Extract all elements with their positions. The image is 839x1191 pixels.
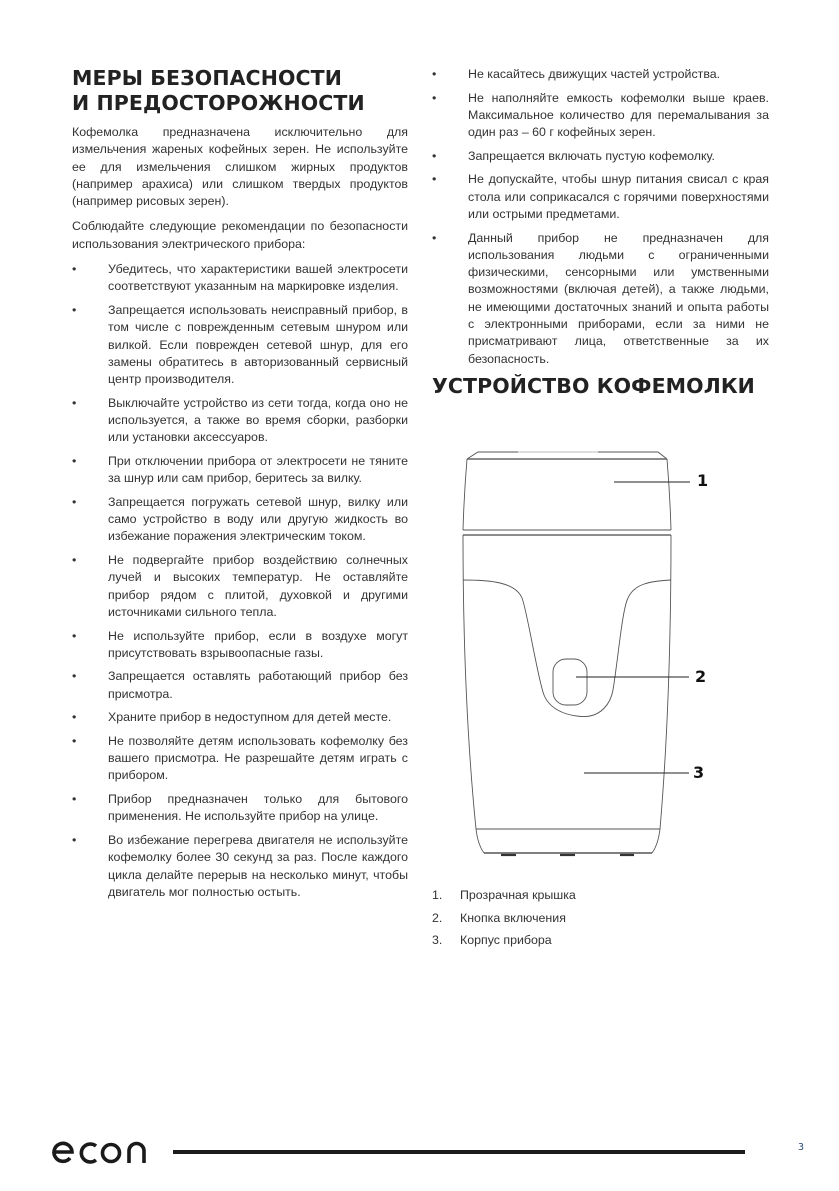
parts-list — [432, 884, 732, 952]
bullet-icon: • — [432, 172, 437, 187]
list-item: • Не используйте прибор, если в воздухе могут присутствовать взрывоопасные газы. — [72, 628, 408, 660]
bullet-icon: • — [432, 67, 437, 81]
part-item: 1. Прозрачная крышка — [432, 888, 576, 902]
bullet-icon: • — [72, 669, 77, 684]
list-item: • Не допускайте, чтобы шнур питания свисал с края стола или соприкасался с горячими поверхностями или острыми предметами. — [432, 172, 769, 221]
bullet-icon: • — [432, 230, 437, 245]
callout-1: 1 — [697, 471, 709, 490]
page-number: 3 — [798, 1142, 805, 1153]
coffee-grinder-drawing-icon — [440, 440, 730, 870]
safety-bullet-list — [72, 261, 408, 901]
intro-paragraph: Кофемолка предназначена исключительно для измельчения жареных кофейных зерен. Не используйте ее для измельчения слишком жирных продуктов (например арахиса) или слишком твердых продуктов (например рисовых зерен). — [72, 125, 408, 209]
list-item: • Запрещается оставлять работающий прибор без присмотра. — [72, 669, 408, 701]
right-column — [432, 66, 769, 407]
bullet-icon: • — [432, 90, 437, 105]
part-item: 2. Кнопка включения — [432, 910, 566, 925]
part-item: 3. Корпус прибора — [432, 933, 552, 947]
bullet-icon: • — [72, 710, 77, 725]
list-item: • Прибор предназначен только для бытового применения. Не используйте прибор на улице. — [72, 792, 408, 824]
bullet-icon: • — [72, 553, 77, 568]
list-item: • Во избежание перегрева двигателя не используйте кофемолку более 30 секунд за раз. После каждого цикла делайте перерыв на несколько минут, чтобы двигатель мог полностью остыть. — [72, 832, 408, 899]
bullet-icon: • — [72, 733, 77, 748]
lead-paragraph: Соблюдайте следующие рекомендации по безопасности использования электрического прибора: — [72, 219, 408, 251]
left-column — [72, 66, 408, 907]
footer-divider — [173, 1150, 745, 1154]
list-item: • Не позволяйте детям использовать кофемолку без вашего присмотра. Не разрешайте детям играть с прибором. — [72, 733, 408, 783]
bullet-icon: • — [72, 832, 77, 847]
safety-title-line1: МЕРЫ БЕЗОПАСНОСТИ — [72, 66, 342, 90]
econ-logo-icon — [52, 1136, 152, 1166]
callout-2: 2 — [695, 667, 707, 686]
page-footer — [0, 1128, 839, 1178]
list-item: • Не наполняйте емкость кофемолки выше краев. Максимальное количество для перемалывания за один раз – 60 г кофейных зерен. — [432, 90, 769, 140]
list-item: • Выключайте устройство из сети тогда, когда оно не используется, а также во время сборки, разборки или установки аксессуаров. — [72, 395, 408, 445]
list-item: • Храните прибор в недоступном для детей месте. — [72, 709, 408, 726]
list-item: • Не касайтесь движущих частей устройства. — [432, 66, 769, 83]
bullet-icon: • — [72, 453, 77, 468]
bullet-icon: • — [72, 262, 77, 277]
safety-title-line2: И ПРЕДОСТОРОЖНОСТИ — [72, 91, 365, 115]
safety-bullet-list-continued — [432, 66, 769, 368]
list-item: • Запрещается погружать сетевой шнур, вилку или само устройство в воду или другую жидкость во избежание поражения электрическим током. — [72, 494, 408, 544]
econ-logo — [52, 1136, 152, 1171]
list-item: • Запрещается включать пустую кофемолку. — [432, 148, 769, 165]
bullet-icon: • — [72, 628, 77, 643]
list-item: • Данный прибор не предназначен для использования людьми с ограниченными физическими, сенсорными или умственными возможностями (включая детей), а также людьми, не имеющими достаточных знаний и опыта работы с электронными приборами, если за ними не присматривают лица, ответственные за их безопасность. — [432, 230, 769, 366]
coffee-grinder-diagram — [440, 440, 730, 870]
bullet-icon: • — [72, 792, 77, 807]
list-item: • При отключении прибора от электросети не тяните за шнур или сам прибор, беритесь за вилку. — [72, 453, 408, 486]
callout-3: 3 — [693, 763, 705, 782]
bullet-icon: • — [432, 148, 437, 163]
device-section-title: УСТРОЙСТВО КОФЕМОЛКИ — [432, 374, 755, 399]
list-item: • Убедитесь, что характеристики вашей электросети соответствуют указанным на маркировке изделия. — [72, 262, 408, 294]
list-item: • Не подвергайте прибор воздействию солнечных лучей и высоких температур. Не оставляйте прибор рядом с плитой, духовкой и другими источниками сильного тепла. — [72, 553, 408, 619]
bullet-icon: • — [72, 494, 77, 509]
bullet-icon: • — [72, 302, 77, 317]
bullet-icon: • — [72, 395, 77, 410]
safety-section-title — [72, 66, 408, 116]
list-item: • Запрещается использовать неисправный прибор, в том числе с поврежденным сетевым шнуром или вилкой. Если поврежден сетевой шнур, для его замены обратитесь в авторизованный сервисный центр производителя. — [72, 302, 408, 387]
